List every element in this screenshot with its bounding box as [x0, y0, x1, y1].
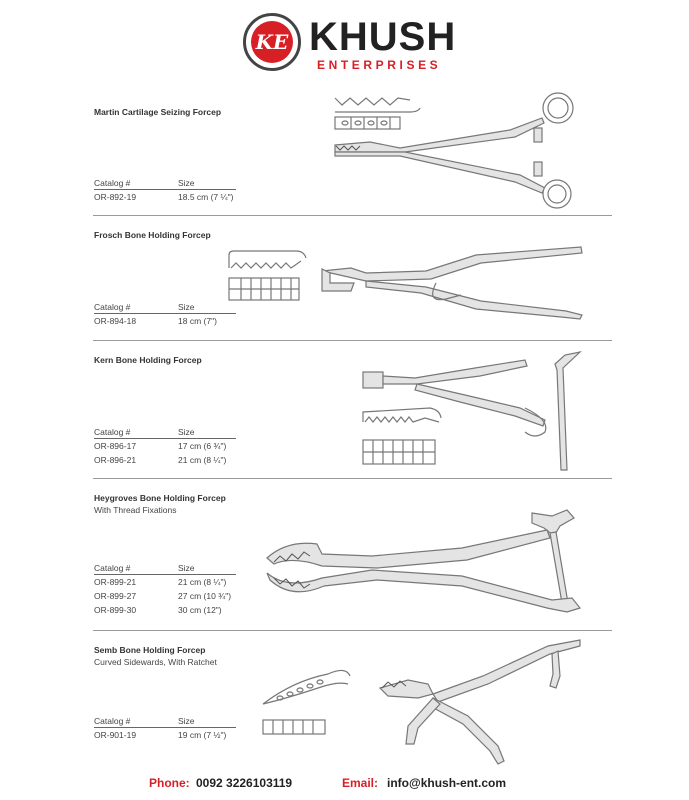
catalog-number: OR-899-27	[94, 591, 137, 601]
catalog-number: OR-896-17	[94, 441, 137, 451]
product-title: Semb Bone Holding Forcep	[94, 645, 206, 655]
catalog-header: Catalog #	[94, 302, 131, 312]
kern-forcep-illustration	[355, 350, 595, 475]
catalog-number: OR-896-21	[94, 455, 137, 465]
contact-footer	[0, 776, 689, 800]
section-divider	[93, 215, 612, 216]
logo-monogram: KE	[251, 21, 293, 63]
size-value: 19 cm (7 ½")	[178, 730, 227, 740]
catalog-number: OR-899-30	[94, 605, 137, 615]
catalog-header: Catalog #	[94, 178, 131, 188]
catalog-header: Catalog #	[94, 427, 131, 437]
product-subtitle: Curved Sidewards, With Ratchet	[94, 657, 217, 667]
semb-forcep-illustration	[258, 636, 588, 776]
logo-emblem	[243, 13, 301, 71]
phone-label: Phone:	[149, 776, 190, 790]
catalog-header: Catalog #	[94, 563, 131, 573]
size-header: Size	[178, 716, 195, 726]
size-header: Size	[178, 302, 195, 312]
header-underline	[94, 189, 236, 190]
martin-forcep-illustration	[330, 90, 580, 210]
catalog-number: OR-892-19	[94, 192, 137, 202]
section-divider	[93, 340, 612, 341]
size-header: Size	[178, 427, 195, 437]
logo-tagline: ENTERPRISES	[317, 58, 442, 72]
section-divider	[93, 630, 612, 631]
size-value: 18 cm (7")	[178, 316, 217, 326]
email-address: info@khush-ent.com	[387, 776, 507, 790]
size-header: Size	[178, 563, 195, 573]
product-title: Frosch Bone Holding Forcep	[94, 230, 211, 240]
size-value: 21 cm (8 ¼")	[178, 455, 227, 465]
product-title: Kern Bone Holding Forcep	[94, 355, 202, 365]
frosch-forcep-illustration	[226, 243, 606, 323]
phone-number: 0092 3226103119	[196, 776, 293, 790]
product-subtitle: With Thread Fixations	[94, 505, 177, 515]
company-logo	[243, 13, 457, 79]
product-title: Heygroves Bone Holding Forcep	[94, 493, 226, 503]
email-label: Email:	[342, 776, 379, 790]
size-value: 30 cm (12")	[178, 605, 222, 615]
catalog-number: OR-894-18	[94, 316, 137, 326]
size-header: Size	[178, 178, 195, 188]
header-underline	[94, 727, 236, 728]
section-divider	[93, 478, 612, 479]
size-value: 27 cm (10 ¾")	[178, 591, 232, 601]
catalog-number: OR-899-21	[94, 577, 137, 587]
header-underline	[94, 313, 236, 314]
product-title: Martin Cartilage Seizing Forcep	[94, 107, 222, 117]
heygroves-forcep-illustration	[262, 508, 592, 618]
size-value: 17 cm (6 ¾")	[178, 441, 227, 451]
size-value: 18.5 cm (7 ¼")	[178, 192, 234, 202]
catalog-header: Catalog #	[94, 716, 131, 726]
header-underline	[94, 574, 236, 575]
size-value: 21 cm (8 ¼")	[178, 577, 227, 587]
catalog-number: OR-901-19	[94, 730, 137, 740]
logo-company-name: KHUSH	[309, 15, 457, 59]
header-underline	[94, 438, 236, 439]
